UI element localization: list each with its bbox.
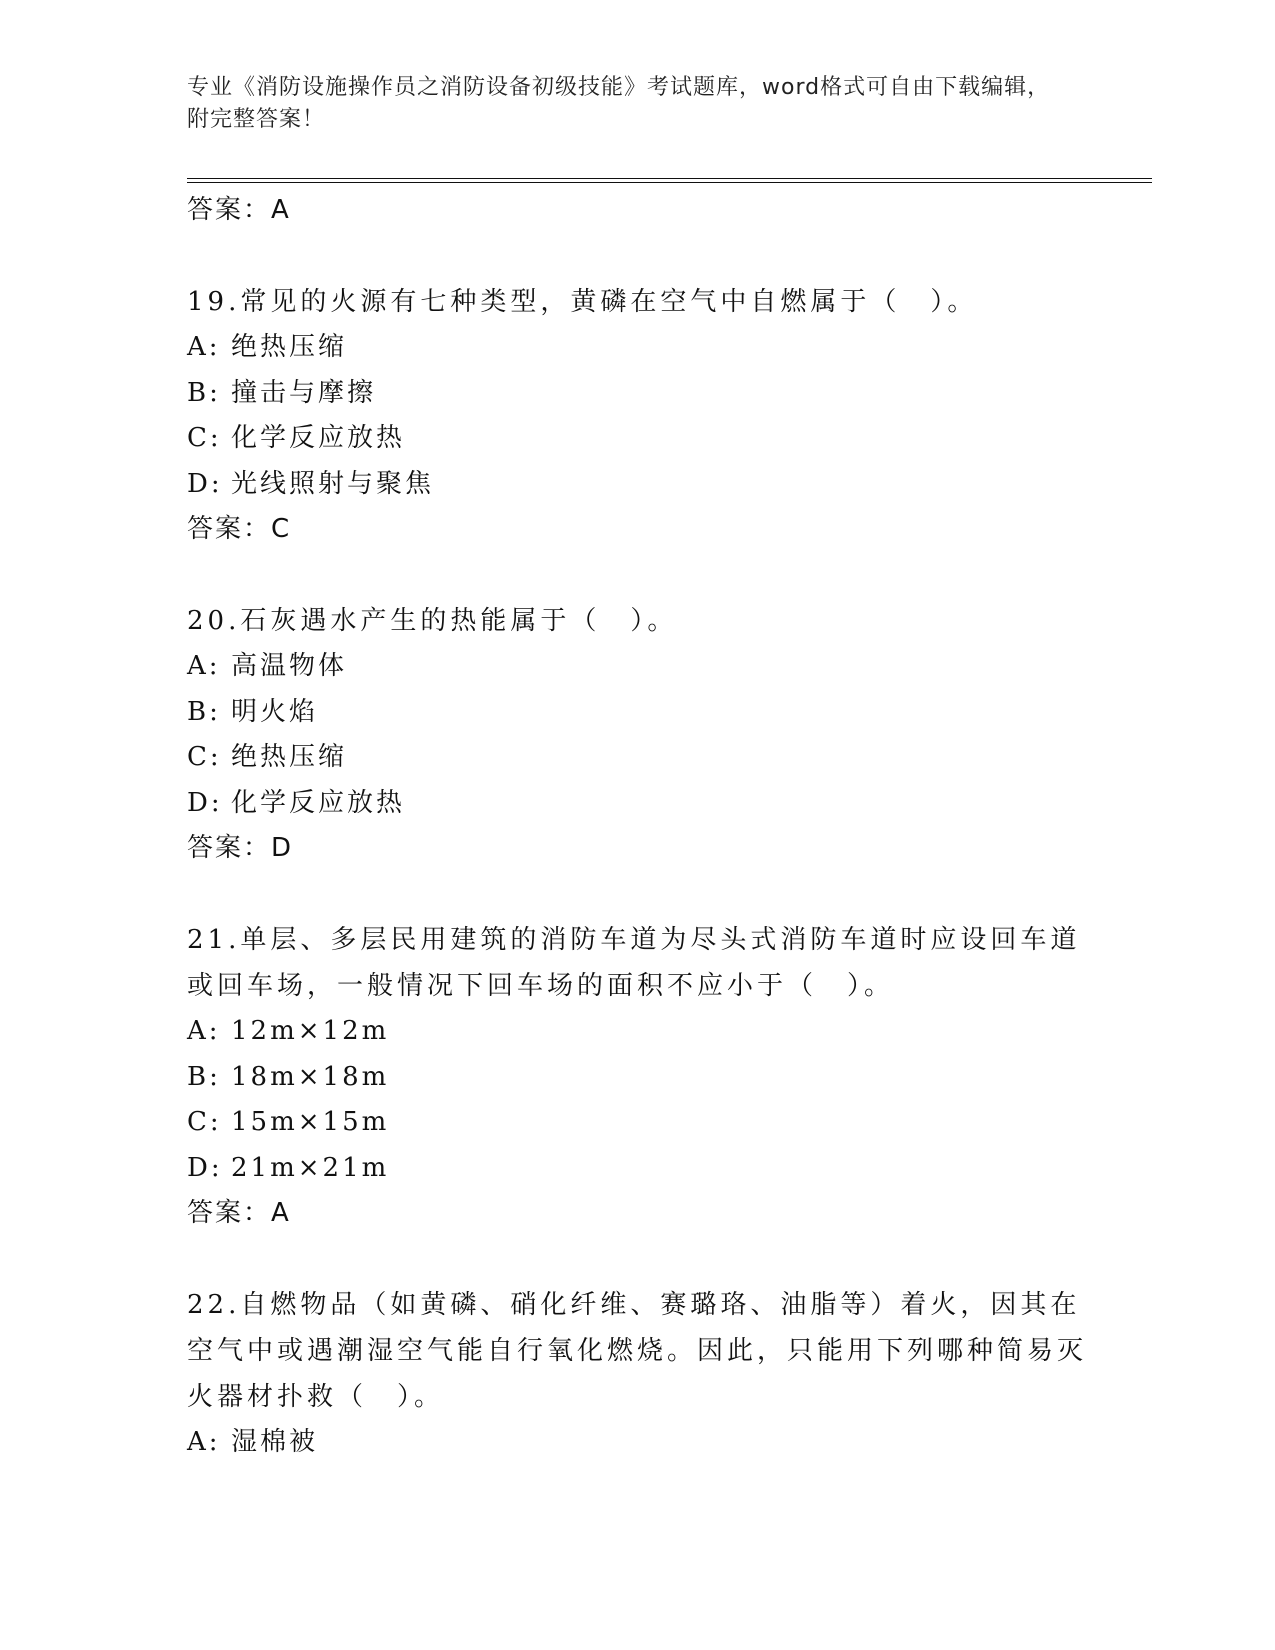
option-text: 明火焰	[231, 696, 319, 727]
option-letter: D:	[187, 468, 223, 499]
option-letter: A:	[187, 651, 221, 681]
option-d	[187, 462, 1087, 508]
option-c	[187, 1100, 1087, 1146]
option-text: 撞击与摩擦	[231, 377, 377, 408]
option-b	[187, 690, 1087, 736]
option-letter: A:	[187, 332, 221, 362]
option-a	[187, 1420, 1087, 1466]
question-text: 19.常见的火源有七种类型，黄磷在空气中自燃属于（ ）。	[187, 287, 978, 317]
question-text: 20.石灰遇水产生的热能属于（ ）。	[187, 606, 678, 636]
option-text: 湿棉被	[231, 1427, 319, 1457]
document-header: 专业《消防设施操作员之消防设备初级技能》考试题库，word格式可自由下载编辑，附完整答案！	[187, 75, 1051, 132]
option-letter: C:	[187, 423, 222, 453]
option-letter: D:	[187, 787, 223, 818]
option-text: 绝热压缩	[231, 332, 348, 362]
option-letter: C:	[187, 1107, 222, 1137]
option-text: 15m×15m	[231, 1107, 390, 1137]
answer-line: 答案：A	[187, 1198, 291, 1228]
option-d	[187, 781, 1087, 827]
question-block	[187, 598, 1087, 871]
option-text: 12m×12m	[231, 1016, 390, 1046]
header-divider-second	[187, 182, 1152, 183]
option-c	[187, 735, 1087, 781]
option-text: 18m×18m	[231, 1061, 390, 1092]
question-text: 22.自燃物品（如黄磷、硝化纤维、赛璐珞、油脂等）着火，因其在空气中或遇潮湿空气能自行氧化燃烧。因此，只能用下列哪种简易灭火器材扑救（ ）。	[187, 1290, 1088, 1412]
answer-line: 答案：D	[187, 833, 294, 863]
option-c	[187, 416, 1087, 462]
option-letter: B:	[187, 1061, 221, 1092]
option-letter: C:	[187, 742, 222, 772]
option-text: 高温物体	[231, 651, 348, 681]
option-b	[187, 371, 1087, 417]
option-a	[187, 325, 1087, 371]
option-letter: D:	[187, 1152, 223, 1183]
option-text: 绝热压缩	[231, 742, 348, 772]
answer-line: 答案：C	[187, 514, 292, 544]
option-b	[187, 1055, 1087, 1101]
option-letter: A:	[187, 1016, 221, 1046]
option-text: 化学反应放热	[231, 423, 406, 453]
option-a	[187, 644, 1087, 690]
question-block	[187, 917, 1087, 1236]
option-a	[187, 1009, 1087, 1055]
option-letter: B:	[187, 377, 221, 408]
option-text: 化学反应放热	[231, 787, 406, 818]
question-list	[187, 188, 1087, 1466]
header-divider	[187, 178, 1152, 179]
option-text: 光线照射与聚焦	[231, 468, 435, 499]
option-d	[187, 1146, 1087, 1192]
answer-line: 答案：A	[187, 195, 291, 225]
question-text: 21.单层、多层民用建筑的消防车道为尽头式消防车道时应设回车道或回车场，一般情况下回车场的面积不应小于（ ）。	[187, 925, 1081, 1001]
question-block	[187, 279, 1087, 552]
option-text: 21m×21m	[231, 1152, 390, 1183]
question-block	[187, 1282, 1087, 1466]
option-letter: A:	[187, 1427, 221, 1457]
option-letter: B:	[187, 696, 221, 727]
